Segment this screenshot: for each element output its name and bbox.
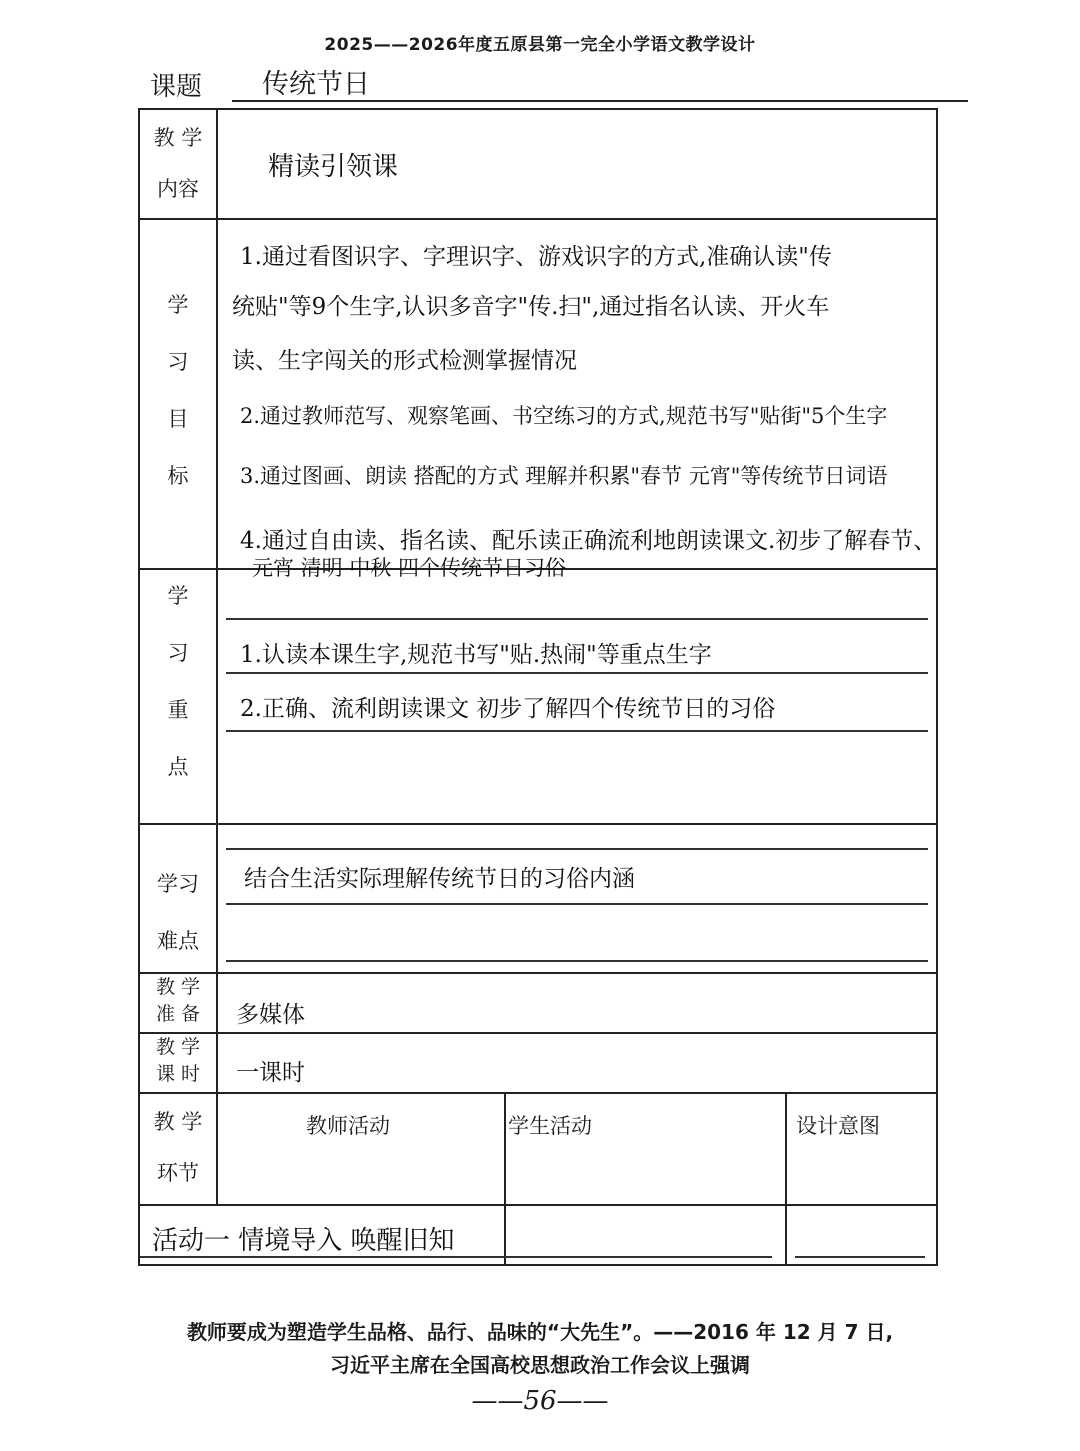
row-divider <box>140 1092 936 1094</box>
page-number: ——56—— <box>471 1386 609 1416</box>
difficulties-value: 结合生活实际理解传统节日的习俗内涵 <box>244 866 635 892</box>
row-divider <box>140 823 936 825</box>
design-intent-header: 设计意图 <box>796 1114 880 1138</box>
period-label: 教 学 课 时 <box>155 1036 201 1085</box>
objective-line: 1.通过看图识字、字理识字、游戏识字的方式,准确认读"传 <box>240 244 832 270</box>
column-divider <box>785 1092 787 1266</box>
objective-line: 统贴"等9个生字,认识多音字"传.扫",通过指名认读、开火车 <box>232 294 830 320</box>
writing-rule <box>226 848 928 850</box>
difficulties-label: 学习 难点 <box>157 872 199 953</box>
topic-value: 传统节日 <box>262 69 370 100</box>
row-divider <box>140 218 936 220</box>
writing-rule <box>226 672 928 674</box>
topic-label: 课题 <box>150 72 203 102</box>
writing-rule <box>226 960 928 962</box>
content-label: 教 学 内容 <box>153 126 203 201</box>
teacher-activity-header: 教师活动 <box>306 1114 390 1138</box>
writing-rule <box>140 1256 772 1258</box>
key-points-label: 学 习 重 点 <box>167 584 189 779</box>
label-column-divider <box>216 110 218 1204</box>
writing-rule <box>226 618 928 620</box>
writing-rule <box>226 730 928 732</box>
preparation-label: 教 学 准 备 <box>155 976 201 1025</box>
writing-rule <box>795 1256 925 1258</box>
row-divider <box>140 1032 936 1034</box>
document-header: 2025——2026年度五原县第一完全小学语文教学设计 <box>324 35 756 55</box>
footer-quote: 教师要成为塑造学生品格、品行、品味的“大先生”。——2016 年 12 月 7 日, <box>186 1320 894 1344</box>
period-value: 一课时 <box>236 1060 305 1086</box>
footer-attribution: 习近平主席在全国高校思想政治工作会议上强调 <box>330 1353 750 1377</box>
objectives-label: 学 习 目 标 <box>167 293 189 488</box>
topic-underline <box>232 100 968 102</box>
row-divider <box>140 1204 936 1206</box>
activity-title: 活动一 情境导入 唤醒旧知 <box>152 1226 455 1256</box>
writing-rule <box>226 903 928 905</box>
objective-line: 读、生字闯关的形式检测掌握情况 <box>232 348 577 374</box>
key-point-line: 1.认读本课生字,规范书写"贴.热闹"等重点生字 <box>240 642 712 668</box>
content-value: 精读引领课 <box>268 152 399 182</box>
preparation-value: 多媒体 <box>236 1002 305 1028</box>
column-divider <box>504 1092 506 1266</box>
objective-line: 元宵 清明 中秋 四个传统节日习俗 <box>252 556 567 580</box>
key-point-line: 2.正确、流利朗读课文 初步了解四个传统节日的习俗 <box>240 696 776 722</box>
student-activity-header: 学生活动 <box>508 1114 592 1138</box>
stage-label: 教 学 环节 <box>153 1110 203 1185</box>
objective-line: 4.通过自由读、指名读、配乐读正确流利地朗读课文.初步了解春节、 <box>240 528 937 554</box>
lesson-plan-table <box>138 108 938 1266</box>
objective-line: 3.通过图画、朗读 搭配的方式 理解并积累"春节 元宵"等传统节日词语 <box>240 464 888 488</box>
row-divider <box>140 972 936 974</box>
objective-line: 2.通过教师范写、观察笔画、书空练习的方式,规范书写"贴街"5个生字 <box>240 404 888 428</box>
